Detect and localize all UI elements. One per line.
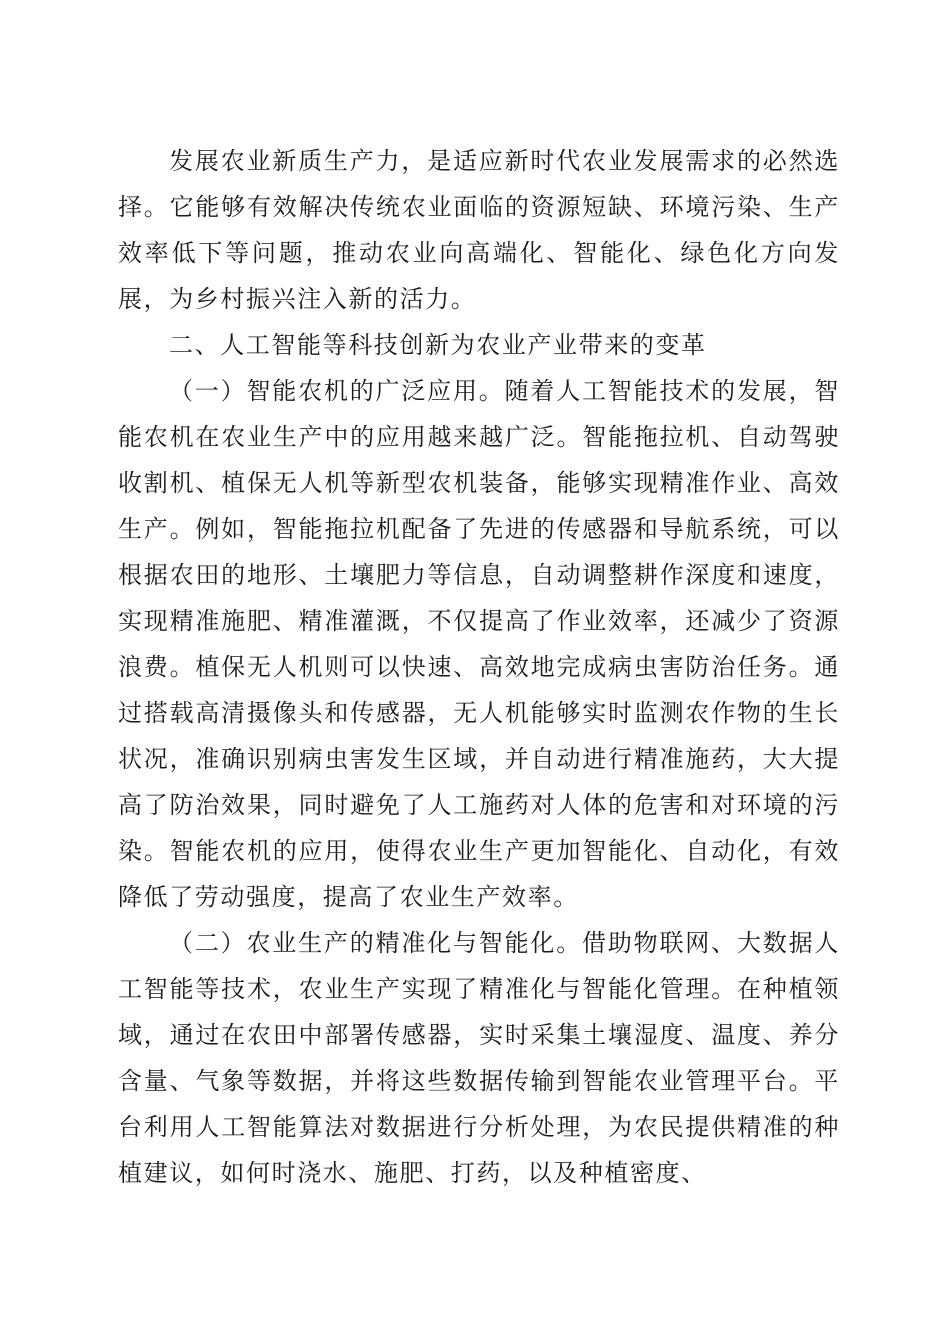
document-body bbox=[118, 138, 840, 1196]
paragraph-2: （一）智能农机的广泛应用。随着人工智能技术的发展，智能农机在农业生产中的应用越来越广泛。智能拖拉机、自动驾驶收割机、植保无人机等新型农机装备，能够实现精准作业、高效生产。例如，智能拖拉机配备了先进的传感器和导航系统，可以根据农田的地形、土壤肥力等信息，自动调整耕作深度和速度，实现精准施肥、精准灌溉，不仅提高了作业效率，还减少了资源浪费。植保无人机则可以快速、高效地完成病虫害防治任务。通过搭载高清摄像头和传感器，无人机能够实时监测农作物的生长状况，准确识别病虫害发生区域，并自动进行精准施药，大大提高了防治效果，同时避免了人工施药对人体的危害和对环境的污染。智能农机的应用，使得农业生产更加智能化、自动化，有效降低了劳动强度，提高了农业生产效率。 bbox=[118, 377, 840, 911]
paragraph-3: （二）农业生产的精准化与智能化。借助物联网、大数据人工智能等技术，农业生产实现了精准化与智能化管理。在种植领域，通过在农田中部署传感器，实时采集土壤湿度、温度、养分含量、气象等数据，并将这些数据传输到智能农业管理平台。平台利用人工智能算法对数据进行分析处理，为农民提供精准的种植建议，如何时浇水、施肥、打药，以及种植密度、 bbox=[118, 929, 840, 1187]
paragraph-1: 发展农业新质生产力，是适应新时代农业发展需求的必然选择。它能够有效解决传统农业面临的资源短缺、环境污染、生产效率低下等问题，推动农业向高端化、智能化、绿色化方向发展，为乡村振兴注入新的活力。 bbox=[118, 147, 840, 313]
section-heading: 二、人工智能等科技创新为农业产业带来的变革 bbox=[169, 331, 707, 359]
